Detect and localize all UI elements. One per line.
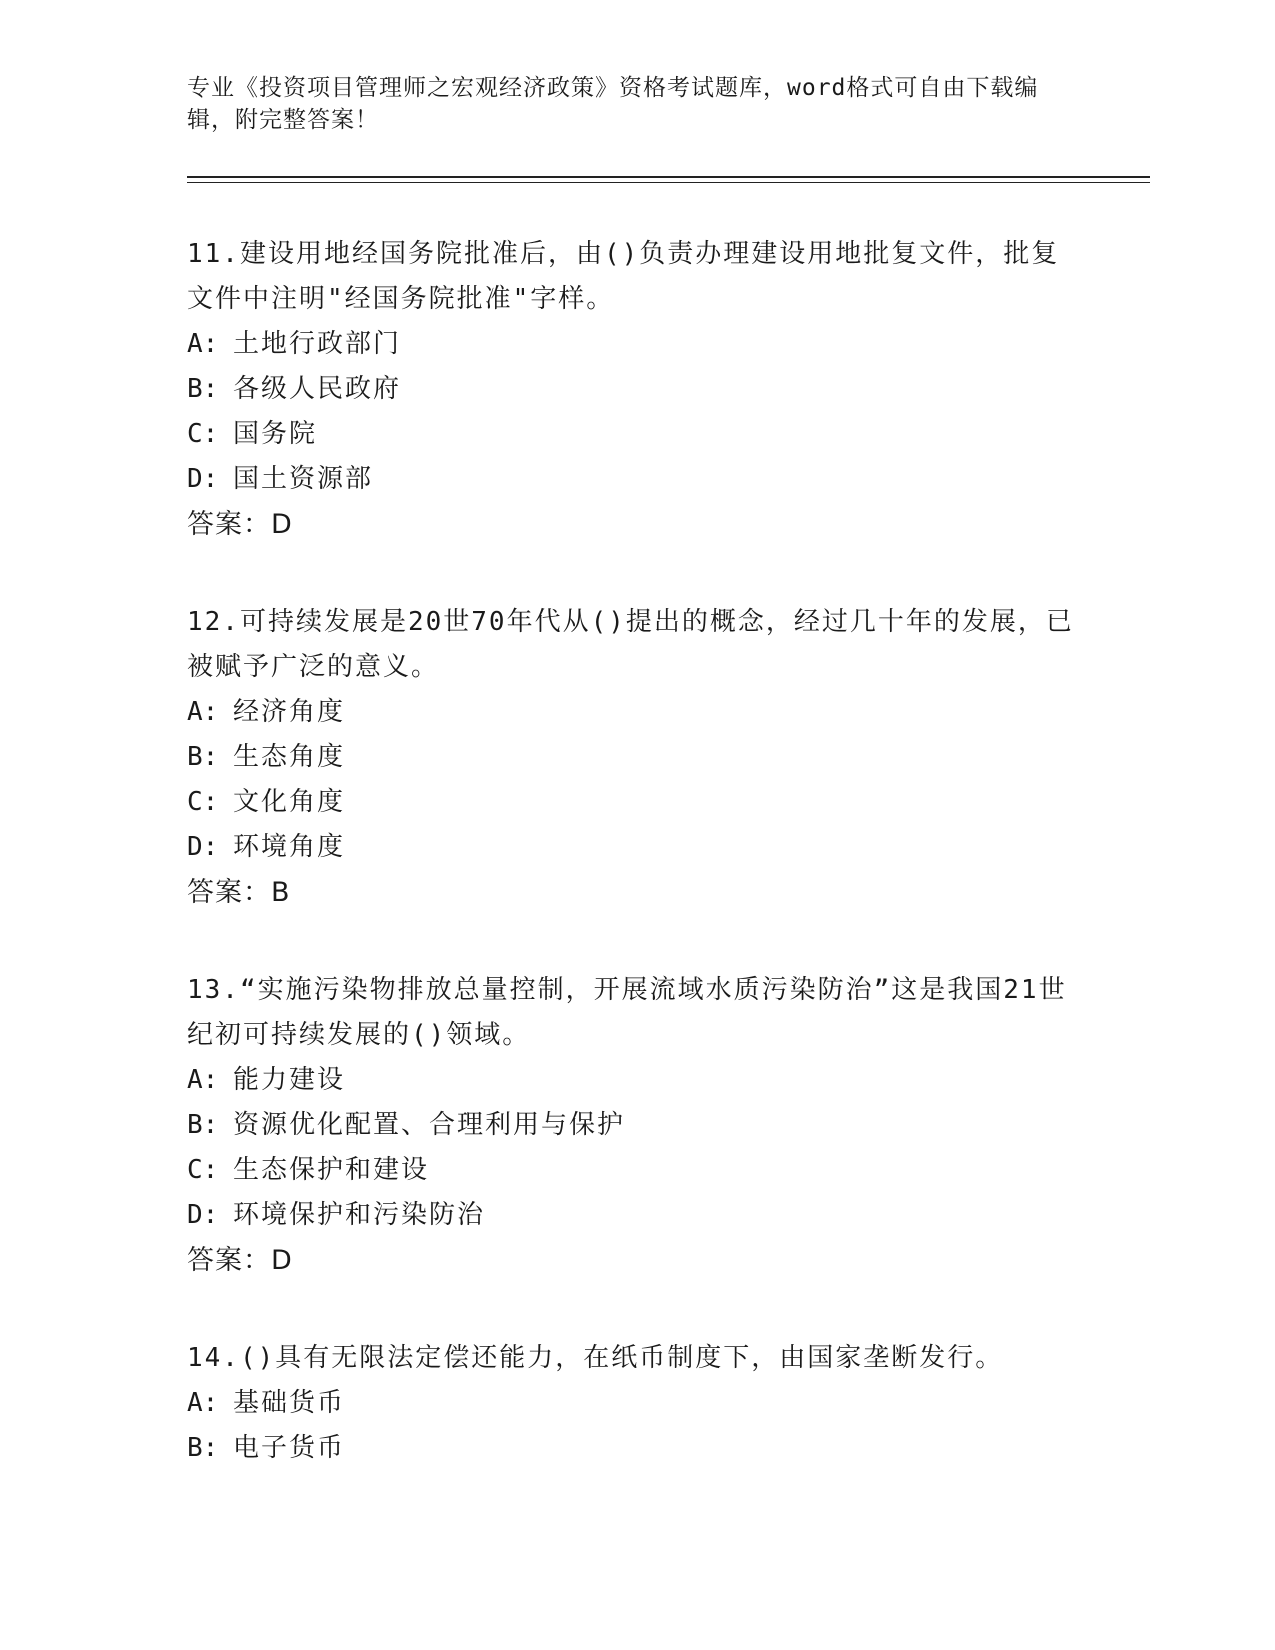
option-letter: A: [187, 1388, 219, 1418]
option-d [187, 1193, 1087, 1238]
option-c [187, 780, 1087, 825]
question-12 [187, 600, 1087, 916]
option-c [187, 412, 1087, 457]
option-text: 国土资源部 [233, 464, 374, 494]
option-letter: A: [187, 697, 219, 727]
option-b [187, 1426, 1087, 1471]
option-b [187, 1103, 1087, 1148]
option-letter: B: [187, 742, 219, 772]
option-text: 基础货币 [233, 1388, 346, 1418]
option-letter: D: [187, 1200, 219, 1230]
option-d [187, 457, 1087, 502]
option-letter: C: [187, 419, 219, 449]
option-letter: B: [187, 374, 219, 404]
question-stem: 14.()具有无限法定偿还能力，在纸币制度下，由国家垄断发行。 [187, 1343, 1004, 1373]
option-b [187, 735, 1087, 780]
option-text: 文化角度 [233, 787, 346, 817]
answer-line: 答案：B [187, 877, 291, 908]
option-a [187, 322, 1087, 367]
option-text: 能力建设 [233, 1065, 346, 1095]
option-text: 生态角度 [233, 742, 346, 772]
option-letter: B: [187, 1433, 219, 1463]
option-c [187, 1148, 1087, 1193]
option-letter: D: [187, 832, 219, 862]
option-text: 经济角度 [233, 697, 346, 727]
option-b [187, 367, 1087, 412]
option-a [187, 1058, 1087, 1103]
option-a [187, 1381, 1087, 1426]
option-letter: A: [187, 1065, 219, 1095]
option-letter: C: [187, 787, 219, 817]
question-stem: 12.可持续发展是20世70年代从()提出的概念，经过几十年的发展，已被赋予广泛的意义。 [187, 607, 1074, 682]
answer-line: 答案：D [187, 1245, 293, 1276]
option-a [187, 690, 1087, 735]
option-text: 各级人民政府 [233, 374, 402, 404]
option-text: 资源优化配置、合理利用与保护 [233, 1110, 626, 1140]
option-text: 电子货币 [233, 1433, 346, 1463]
header-rule-thick [187, 176, 1150, 178]
option-text: 环境保护和污染防治 [233, 1200, 486, 1230]
question-14 [187, 1336, 1087, 1471]
option-text: 土地行政部门 [233, 329, 402, 359]
option-text: 国务院 [233, 419, 318, 449]
question-11 [187, 232, 1087, 548]
option-letter: D: [187, 464, 219, 494]
option-text: 生态保护和建设 [233, 1155, 430, 1185]
question-13 [187, 968, 1087, 1284]
header-rule-thin [187, 182, 1150, 183]
option-letter: B: [187, 1110, 219, 1140]
question-stem: 11.建设用地经国务院批准后，由()负责办理建设用地批复文件，批复文件中注明"经国务院批准"字样。 [187, 239, 1060, 314]
document-header: 专业《投资项目管理师之宏观经济政策》资格考试题库，word格式可自由下载编辑，附完整答案！ [187, 75, 1039, 133]
question-list [187, 232, 1087, 1523]
answer-line: 答案：D [187, 509, 293, 540]
option-letter: C: [187, 1155, 219, 1185]
question-stem: 13.“实施污染物排放总量控制，开展流域水质污染防治”这是我国21世纪初可持续发展的()领域。 [187, 975, 1067, 1050]
option-text: 环境角度 [233, 832, 346, 862]
option-letter: A: [187, 329, 219, 359]
option-d [187, 825, 1087, 870]
